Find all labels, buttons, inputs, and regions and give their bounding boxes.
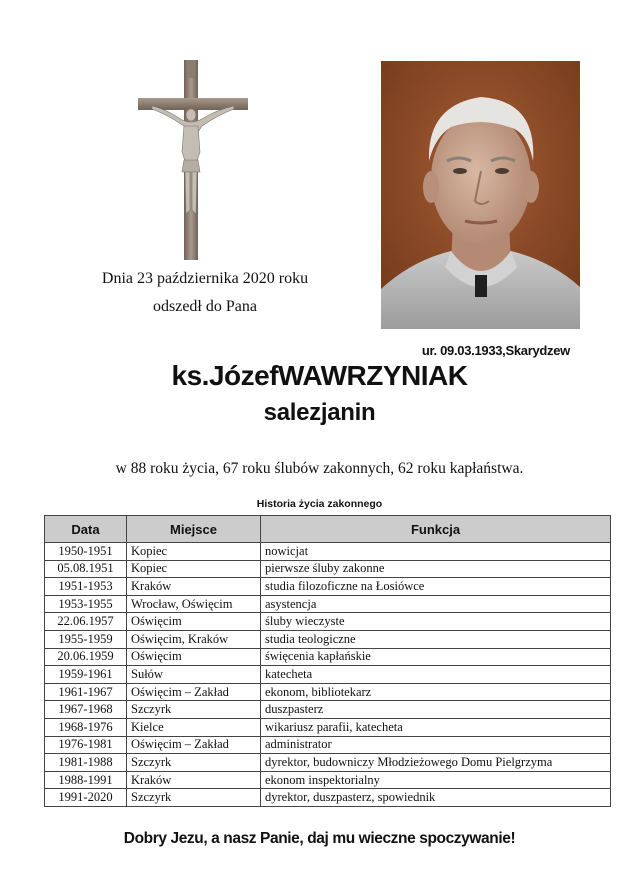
history-table [44,515,611,807]
cell-function: pierwsze śluby zakonne [261,560,611,578]
cell-date: 1991-2020 [45,789,127,807]
table-row [45,666,611,684]
cell-function: ekonom inspektorialny [261,771,611,789]
cell-function: ekonom, bibliotekarz [261,683,611,701]
cell-function: katecheta [261,666,611,684]
cell-date: 22.06.1957 [45,613,127,631]
death-date-line: Dnia 23 października 2020 roku [101,270,309,287]
cell-function: asystencja [261,595,611,613]
cell-date: 1961-1967 [45,683,127,701]
cell-date: 1981-1988 [45,754,127,772]
cell-place: Szczyrk [127,754,261,772]
cell-place: Oświęcim [127,648,261,666]
passed-to-lord-line: odszedł do Pana [153,298,257,315]
table-row [45,578,611,596]
table-row [45,543,611,561]
cell-date: 1967-1968 [45,701,127,719]
cell-place: Kraków [127,771,261,789]
cell-date: 1988-1991 [45,771,127,789]
table-row [45,789,611,807]
cell-place: Kopiec [127,543,261,561]
cell-function: nowicjat [261,543,611,561]
cell-function: święcenia kapłańskie [261,648,611,666]
cell-date: 20.06.1959 [45,648,127,666]
religious-order: salezjanin [263,399,376,426]
birth-info: ur. 09.03.1933,Skarydzew [421,343,570,358]
cell-date: 05.08.1951 [45,560,127,578]
cell-function: studia filozoficzne na Łosiówce [261,578,611,596]
cell-place: Szczyrk [127,789,261,807]
cell-place: Kielce [127,718,261,736]
cell-function: dyrektor, budowniczy Młodzieżowego Domu Pielgrzyma [261,754,611,772]
cell-function: dyrektor, duszpasterz, spowiednik [261,789,611,807]
cell-place: Kopiec [127,560,261,578]
cell-place: Sułów [127,666,261,684]
crucifix-icon [138,60,248,260]
cell-place: Oświęcim – Zakład [127,736,261,754]
cell-date: 1968-1976 [45,718,127,736]
table-row [45,718,611,736]
table-row [45,613,611,631]
header-date: Data [45,516,127,543]
table-row [45,630,611,648]
table-row [45,560,611,578]
portrait-photo [381,61,580,329]
table-row [45,683,611,701]
header-function: Funkcja [261,516,611,543]
cell-function: administrator [261,736,611,754]
table-row [45,648,611,666]
table-row [45,754,611,772]
header-place: Miejsce [127,516,261,543]
deceased-name: ks.JózefWAWRZYNIAK [171,360,468,391]
cell-place: Wrocław, Oświęcim [127,595,261,613]
cell-date: 1951-1953 [45,578,127,596]
cell-date: 1959-1961 [45,666,127,684]
cell-date: 1976-1981 [45,736,127,754]
table-row [45,701,611,719]
table-row [45,736,611,754]
cell-function: śluby wieczyste [261,613,611,631]
table-row [45,771,611,789]
cell-function: wikariusz parafii, katecheta [261,718,611,736]
cell-place: Szczyrk [127,701,261,719]
table-row [45,595,611,613]
cell-date: 1953-1955 [45,595,127,613]
table-header-row [45,516,611,543]
cell-place: Oświęcim [127,613,261,631]
cell-function: duszpasterz [261,701,611,719]
cell-date: 1950-1951 [45,543,127,561]
cell-place: Oświęcim – Zakład [127,683,261,701]
cell-place: Kraków [127,578,261,596]
cell-date: 1955-1959 [45,630,127,648]
cell-place: Oświęcim, Kraków [127,630,261,648]
closing-prayer: Dobry Jezu, a nasz Panie, daj mu wieczne spoczywanie! [123,830,516,847]
age-line: w 88 roku życia, 67 roku ślubów zakonnych, 62 roku kapłaństwa. [115,460,524,477]
history-title: Historia życia zakonnego [256,498,383,510]
cell-function: studia teologiczne [261,630,611,648]
